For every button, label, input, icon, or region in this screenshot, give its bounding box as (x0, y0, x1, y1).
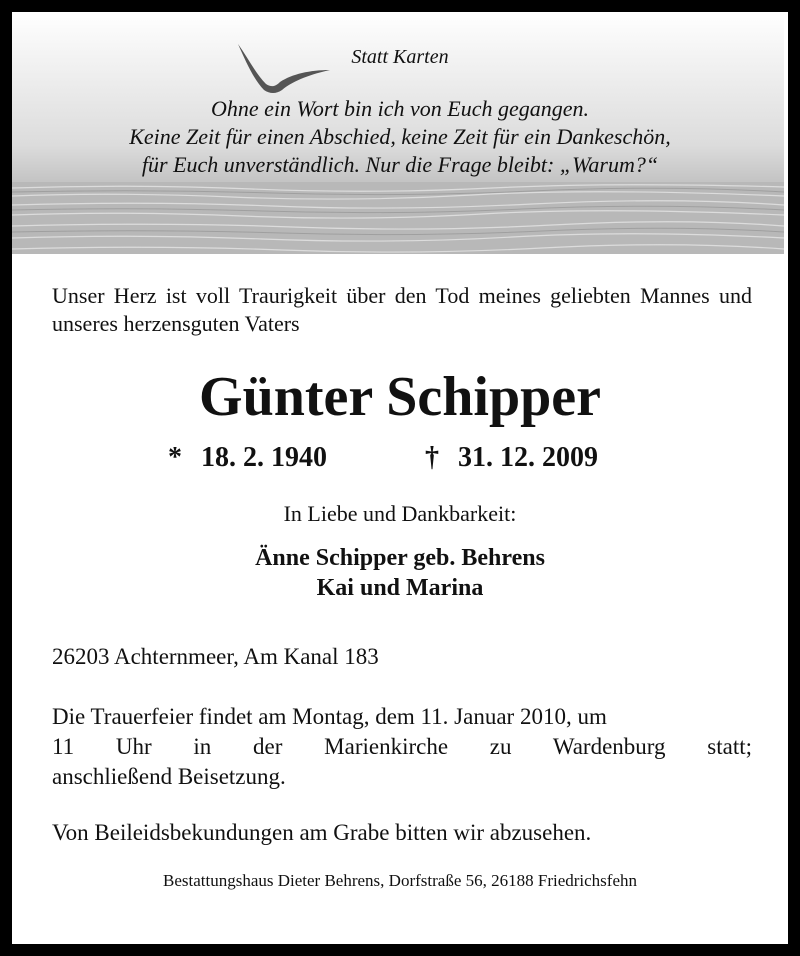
funeral-service-text (52, 702, 752, 792)
service-line: 11 Uhr in der Marienkirche zu Wardenburg statt; (52, 734, 752, 759)
birth-date-line (168, 440, 327, 476)
intro-text: Unser Herz ist voll Traurigkeit über den Tod meines geliebten Mannes und unseres herzensguten Vaters (52, 283, 752, 336)
poem-line: Ohne ein Wort bin ich von Euch gegangen. (211, 96, 589, 121)
condolence-note: Von Beileidsbekundungen am Grabe bitten wir abzusehen. (52, 820, 592, 845)
poem (0, 95, 800, 179)
family-address: 26203 Achternmeer, Am Kanal 183 (52, 644, 379, 669)
birth-date: 18. 2. 1940 (201, 442, 327, 473)
statt-karten-text: Statt Karten (351, 46, 449, 68)
funeral-home-footer: Bestattungshaus Dieter Behrens, Dorfstraße 56, 26188 Friedrichsfehn (163, 871, 637, 890)
cross-icon: † (425, 442, 439, 473)
poem-line: für Euch unverständlich. Nur die Frage bleibt: „Warum?“ (141, 152, 659, 177)
birth-star-icon: * (168, 442, 182, 473)
mourners-list (0, 543, 800, 603)
death-date: 31. 12. 2009 (458, 442, 598, 473)
death-date-line (425, 440, 598, 476)
statt-karten-label (0, 46, 800, 69)
poem-line: Keine Zeit für einen Abschied, keine Zeit für ein Dankeschön, (129, 124, 671, 149)
mourner-name: Kai und Marina (316, 575, 484, 601)
love-and-gratitude-line: In Liebe und Dankbarkeit: (283, 501, 517, 526)
sea-waves (12, 182, 784, 254)
mourner-name: Änne Schipper geb. Behrens (255, 545, 545, 571)
service-line: Die Trauerfeier findet am Montag, dem 11. Januar 2010, um (52, 704, 607, 729)
service-line: anschließend Beisetzung. (52, 764, 286, 789)
deceased-name: Günter Schipper (199, 366, 601, 428)
